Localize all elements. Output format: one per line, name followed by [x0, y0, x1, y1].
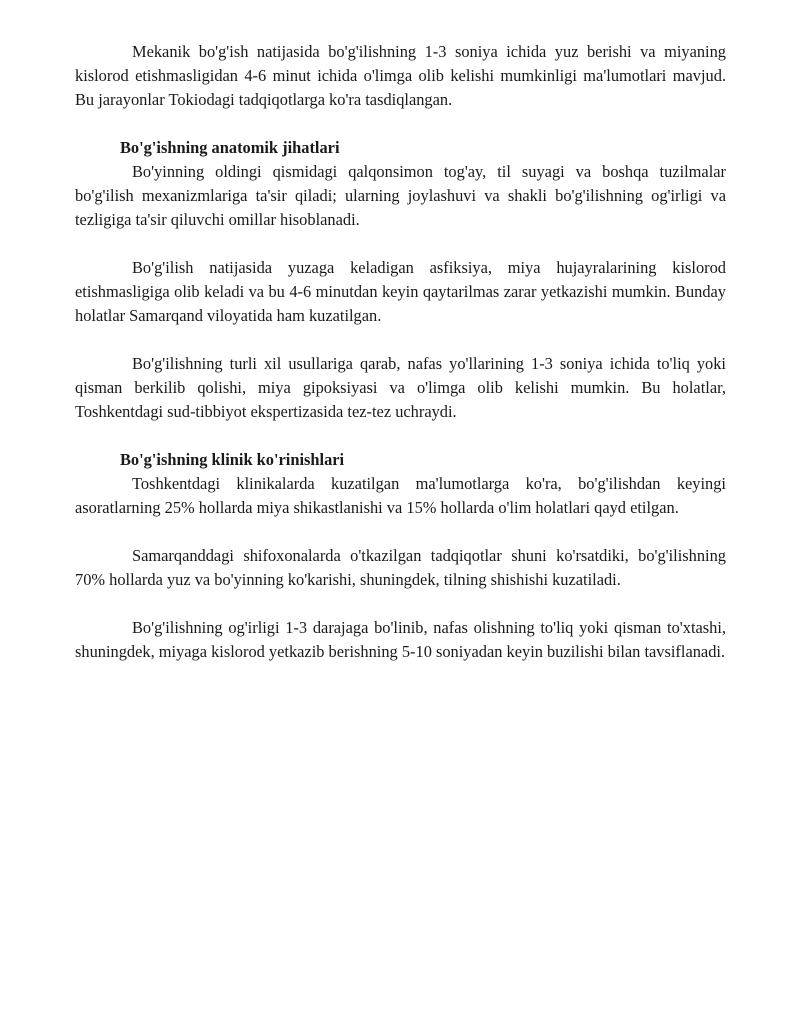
paragraph-spacer [75, 592, 726, 616]
paragraph-spacer [75, 328, 726, 352]
paragraph-spacer [75, 232, 726, 256]
section-heading-anatomical: Bo'g'ishning anatomik jihatlari [120, 138, 340, 157]
paragraph-tashkent-clinics: Toshkentdagi klinikalarda kuzatilgan ma'lumotlarga ko'ra, bo'g'ilishdan keyingi asoratlarning 25% hollarda miya shikastlanishi va 15% hollarda o'lim holatlari qayd etilgan. [75, 474, 726, 517]
paragraph-anatomy: Bo'yinning oldingi qismidagi qalqonsimon tog'ay, til suyagi va boshqa tuzilmalar bo'g'ilish mexanizmlariga ta'sir qiladi; ularning joylashuvi va shakli bo'g'ilishning og'irligi va tezligiga ta'sir qiluvchi omillar hisoblanadi. [75, 162, 726, 229]
paragraph-samarkand-hospitals: Samarqanddagi shifoxonalarda o'tkazilgan tadqiqotlar shuni ko'rsatdiki, bo'g'ilishning 70% hollarda yuz va bo'yinning ko'karishi, shuningdek, tilning shishishi kuzatiladi. [75, 546, 726, 589]
section-heading-clinical: Bo'g'ishning klinik ko'rinishlari [120, 450, 345, 469]
document-page [75, 40, 726, 664]
paragraph-asphyxia: Bo'g'ilish natijasida yuzaga keladigan asfiksiya, miya hujayralarining kislorod etishmasligiga olib keladi va bu 4-6 minutdan keyin qaytarilmas zarar yetkazishi mumkin. Bunday holatlar Samarqand viloyatida ham kuzatilgan. [75, 258, 726, 325]
paragraph-spacer [75, 112, 726, 136]
paragraph-mechanical-strangulation: Mekanik bo'g'ish natijasida bo'g'ilishning 1-3 soniya ichida yuz berishi va miyaning kislorod etishmasligidan 4-6 minut ichida o'limga olib kelishi mumkinligi ma'lumotlari mavjud. Bu jarayonlar Tokiodagi tadqiqotlarga ko'ra tasdiqlangan. [75, 42, 726, 109]
paragraph-methods: Bo'g'ilishning turli xil usullariga qarab, nafas yo'llarining 1-3 soniya ichida to'liq yoki qisman berkilib qolishi, miya gipoksiyasi va o'limga olib kelishi mumkin. Bu holatlar, Toshkentdagi sud-tibbiyot ekspertizasida tez-tez uchraydi. [75, 354, 726, 421]
paragraph-severity: Bo'g'ilishning og'irligi 1-3 darajaga bo'linib, nafas olishning to'liq yoki qisman to'xtashi, shuningdek, miyaga kislorod yetkazib berishning 5-10 soniyadan keyin buzilishi bilan tavsiflanadi. [75, 618, 726, 661]
paragraph-spacer [75, 520, 726, 544]
paragraph-spacer [75, 424, 726, 448]
